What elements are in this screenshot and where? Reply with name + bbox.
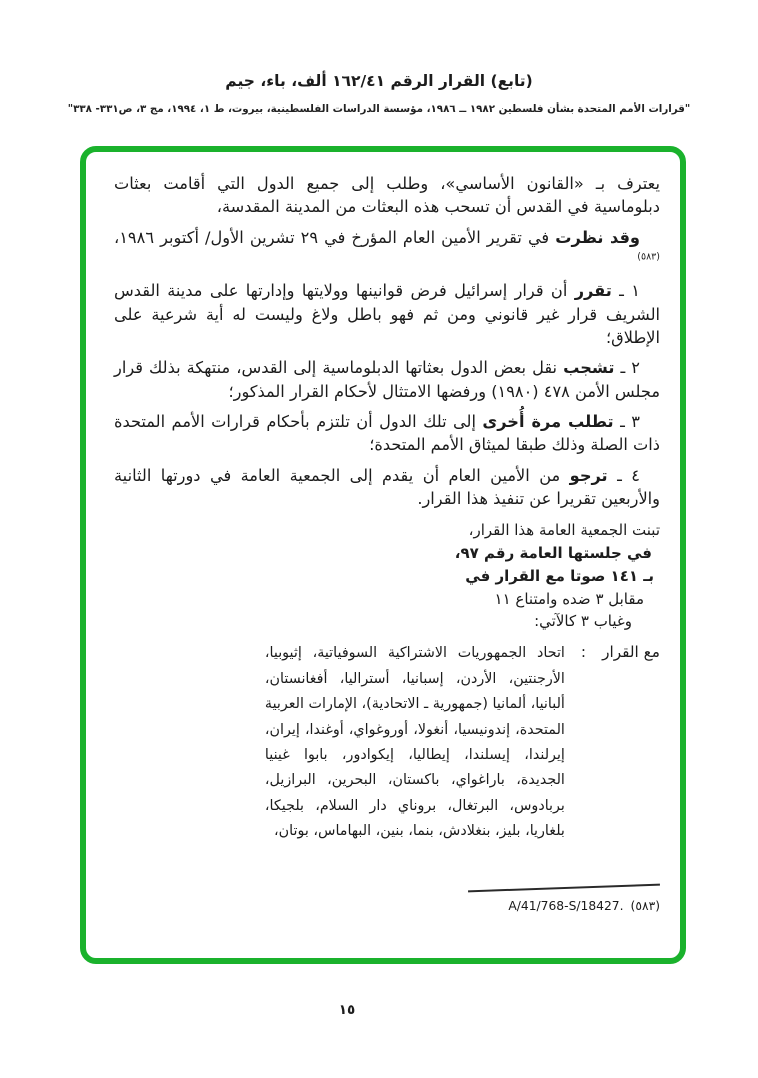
source-citation: "قرارات الأمم المتحدة بشأن فلسطين ١٩٨٢ ــ ١٩٨٦، مؤسسة الدراسات الفلسطينية، بيروت، ط ١، ١٩٩٤، مج ٣، ص٣٣١- ٣٣٨" <box>67 103 691 115</box>
adoption-line: بـ ١٤١ صوتا مع القرار في <box>465 566 654 585</box>
vote-with-label-text: مع القرار <box>602 643 660 662</box>
footnote-document-symbol: A/41/768-S/18427. <box>508 899 624 914</box>
adoption-line: في جلستها العامة رقم ٩٧، <box>454 544 652 563</box>
footnote-marker: (٥٨٣) <box>637 251 660 263</box>
adoption-line: وغياب ٣ كالآتي: <box>534 612 632 631</box>
item-keyword: تطلب مرة أُخرى <box>482 411 614 431</box>
item-keyword: ترجو <box>569 465 608 485</box>
page-number: ١٥ <box>338 1002 356 1018</box>
item-text: أن قرار إسرائيل فرض قوانينها وولايتها وإدارتها على مدينة القدس الشريف قرار غير قانوني ومن ثم فهو باطل ولاغ وليست له أية شرعية على الإطلاق؛ <box>114 281 660 347</box>
item-keyword: تشجب <box>563 358 615 378</box>
operative-paragraph-4 <box>114 464 660 511</box>
operative-paragraph-2 <box>114 356 660 403</box>
considered-keyword: وقد نظرت <box>555 227 640 247</box>
item-number: ٢ ـ <box>614 358 640 378</box>
item-number: ٤ ـ <box>607 465 640 485</box>
resolution-frame <box>80 146 686 964</box>
footnote-rule <box>468 884 660 893</box>
adoption-statement <box>114 519 660 633</box>
considered-text: في تقرير الأمين العام المؤرخ في ٢٩ تشرين الأول/ أكتوبر ١٩٨٦، <box>114 227 556 247</box>
resolution-body <box>86 152 680 958</box>
item-text: نقل بعض الدول بعثاتها الدبلوماسية إلى القدس، منتهكة بذلك قرار مجلس الأمن ٤٧٨ (١٩٨٠) ورفضها الامتثال لأحكام القرار المذكور؛ <box>114 358 660 401</box>
page-title: (تابع) القرار الرقم ١٦٢/٤١ ألف، باء، جيم <box>225 72 533 90</box>
vote-with-section <box>114 641 660 845</box>
paragraph-considered <box>114 226 660 273</box>
item-text: من الأمين العام أن يقدم إلى الجمعية العامة في دورتها الثانية والأربعين تقريرا عن تنفيذ هذا القرار. <box>114 465 660 508</box>
adoption-line: مقابل ٣ ضده وامتناع ١١ <box>494 589 644 608</box>
footnote-number: (٥٨٣) <box>630 899 660 914</box>
item-keyword: تقرر <box>574 281 612 301</box>
vote-with-label <box>581 641 660 663</box>
footnote-line <box>468 898 660 916</box>
vote-with-colon: : <box>580 643 587 662</box>
vote-with-countries: اتحاد الجمهوريات الاشتراكية السوفياتية، إثيوبيا، الأرجنتين، الأردن، إسبانيا، أستراليا، أفغانستان، ألبانيا، ألمانيا (جمهورية ـ الاتحادية)، الإمارات العربية المتحدة، إندونيسيا، أنغولا، أوروغواي، أوغندا، إيران، إيرلندا، إيسلندا، إيطاليا، إيكوادور، بابوا غينيا الجديدة، باراغواي، باكستان، البحرين، البرازيل، بربادوس، البرتغال، بروناي دار السلام، بلجيكا، بلغاريا، بليز، بنغلادش، بنما، بنين، البهاماس، بوتان، <box>264 645 565 840</box>
adoption-line: تبنت الجمعية العامة هذا القرار، <box>468 521 660 540</box>
footnote <box>468 887 660 916</box>
paragraph-intro: يعترف بـ «القانون الأساسي»، وطلب إلى جميع الدول التي أقامت بعثات دبلوماسية في القدس أن تسحب هذه البعثات من المدينة المقدسة، <box>114 174 660 217</box>
operative-paragraph-1 <box>114 279 660 349</box>
item-text: إلى تلك الدول أن تلتزم بأحكام قرارات الأمم المتحدة ذات الصلة وذلك طبقا لميثاق الأمم المتحدة؛ <box>114 411 660 455</box>
item-number: ٣ ـ <box>613 411 640 431</box>
operative-paragraph-3 <box>114 410 660 457</box>
item-number: ١ ـ <box>611 281 640 301</box>
